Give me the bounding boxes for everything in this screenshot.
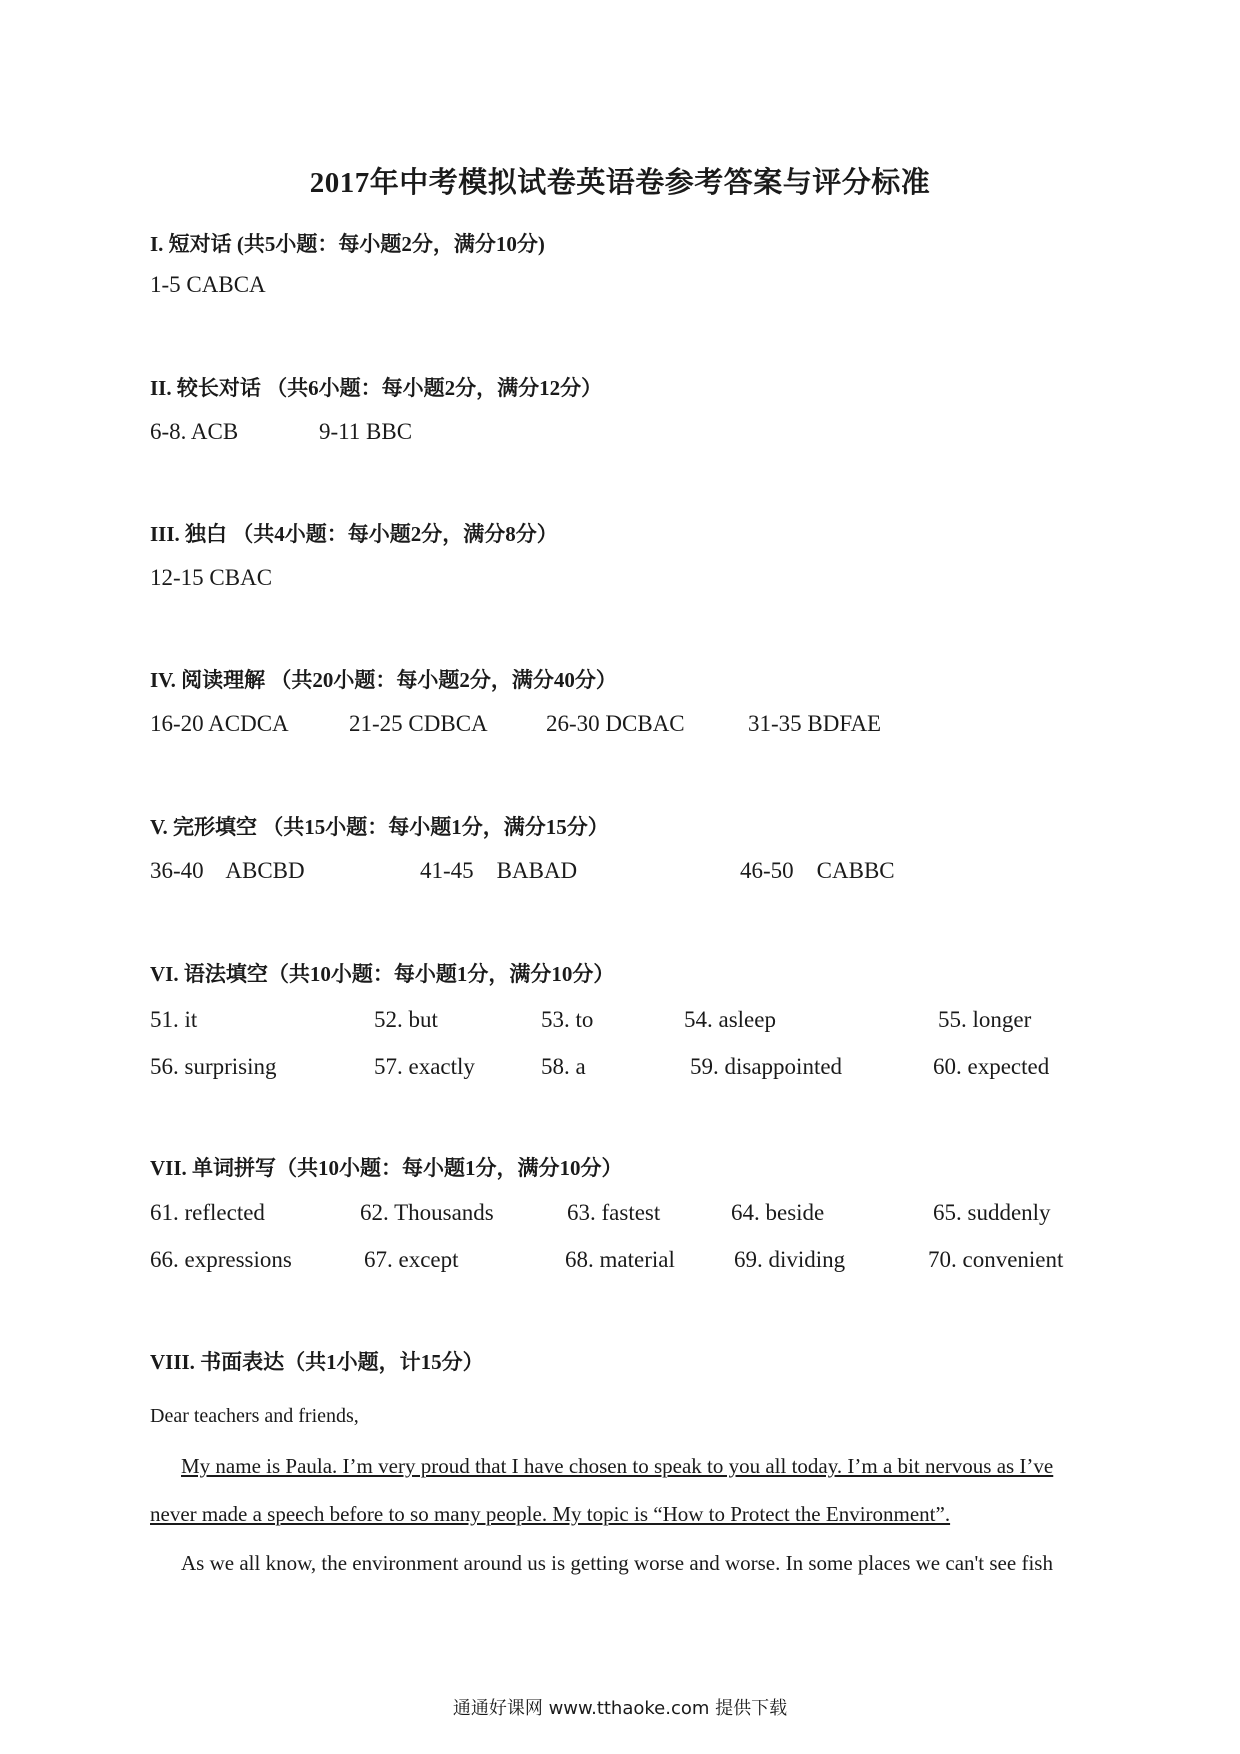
answer-group: 21-25 CDBCA bbox=[349, 711, 488, 736]
answer-group: 12-15 CBAC bbox=[150, 565, 273, 590]
answer-item: 65. suddenly bbox=[933, 1200, 1051, 1225]
answer-group: 26-30 DCBAC bbox=[546, 711, 685, 736]
answer-item: 70. convenient bbox=[928, 1247, 1064, 1272]
section-6-heading: VI. 语法填空（共10小题：每小题1分，满分10分） bbox=[150, 962, 615, 986]
answer-item: 61. reflected bbox=[150, 1200, 265, 1225]
essay-paragraph-1: My name is Paula. I’m very proud that I have chosen to speak to you all today. I’m a bit nervous as I’ve never made a speech before to so many people. My topic is “How to Protect the Environment”. bbox=[150, 1454, 1054, 1526]
page-footer: 通通好课网 www.tthaoke.com 提供下载 bbox=[452, 1698, 788, 1719]
answer-item: 64. beside bbox=[731, 1200, 825, 1225]
answer-item: 59. disappointed bbox=[690, 1054, 843, 1079]
answer-group: 46-50 CABBC bbox=[740, 858, 895, 883]
answer-item: 54. asleep bbox=[684, 1007, 776, 1032]
answer-item: 56. surprising bbox=[150, 1054, 277, 1079]
answer-item: 57. exactly bbox=[374, 1054, 475, 1079]
answer-item: 62. Thousands bbox=[360, 1200, 494, 1225]
essay-paragraph-2: As we all know, the environment around us is getting worse and worse. In some places we can't see fish bbox=[181, 1551, 1053, 1575]
section-7-heading: VII. 单词拼写（共10小题：每小题1分，满分10分） bbox=[150, 1156, 623, 1180]
answer-group: 41-45 BABAD bbox=[420, 858, 578, 883]
answer-item: 53. to bbox=[541, 1007, 594, 1032]
answer-item: 66. expressions bbox=[150, 1247, 292, 1272]
answer-item: 60. expected bbox=[933, 1054, 1050, 1079]
answer-item: 68. material bbox=[565, 1247, 675, 1272]
answer-item: 69. dividing bbox=[734, 1247, 846, 1272]
answer-item: 67. except bbox=[364, 1247, 459, 1272]
essay-salutation: Dear teachers and friends, bbox=[150, 1405, 359, 1427]
section-1-heading: I. 短对话 (共5小题：每小题2分，满分10分) bbox=[150, 232, 545, 256]
answer-group: 31-35 BDFAE bbox=[748, 711, 882, 736]
section-8-heading: VIII. 书面表达（共1小题，计15分） bbox=[150, 1350, 484, 1374]
section-2-heading: II. 较长对话 （共6小题：每小题2分，满分12分） bbox=[150, 376, 603, 400]
answer-item: 52. but bbox=[374, 1007, 438, 1032]
answer-item: 55. longer bbox=[938, 1007, 1032, 1032]
answer-item: 63. fastest bbox=[567, 1200, 661, 1225]
answer-item: 58. a bbox=[541, 1054, 586, 1079]
answer-group: 1-5 CABCA bbox=[150, 272, 266, 297]
answer-group: 9-11 BBC bbox=[319, 419, 413, 444]
answer-group: 6-8. ACB bbox=[150, 419, 239, 444]
answer-item: 51. it bbox=[150, 1007, 198, 1032]
section-5-heading: V. 完形填空 （共15小题：每小题1分，满分15分） bbox=[150, 815, 609, 839]
page-title: 2017年中考模拟试卷英语卷参考答案与评分标准 bbox=[309, 167, 931, 199]
answer-group: 36-40 ABCBD bbox=[150, 858, 305, 883]
section-4-heading: IV. 阅读理解 （共20小题：每小题2分，满分40分） bbox=[150, 668, 617, 692]
answer-group: 16-20 ACDCA bbox=[150, 711, 289, 736]
section-3-heading: III. 独白 （共4小题：每小题2分，满分8分） bbox=[150, 522, 558, 546]
